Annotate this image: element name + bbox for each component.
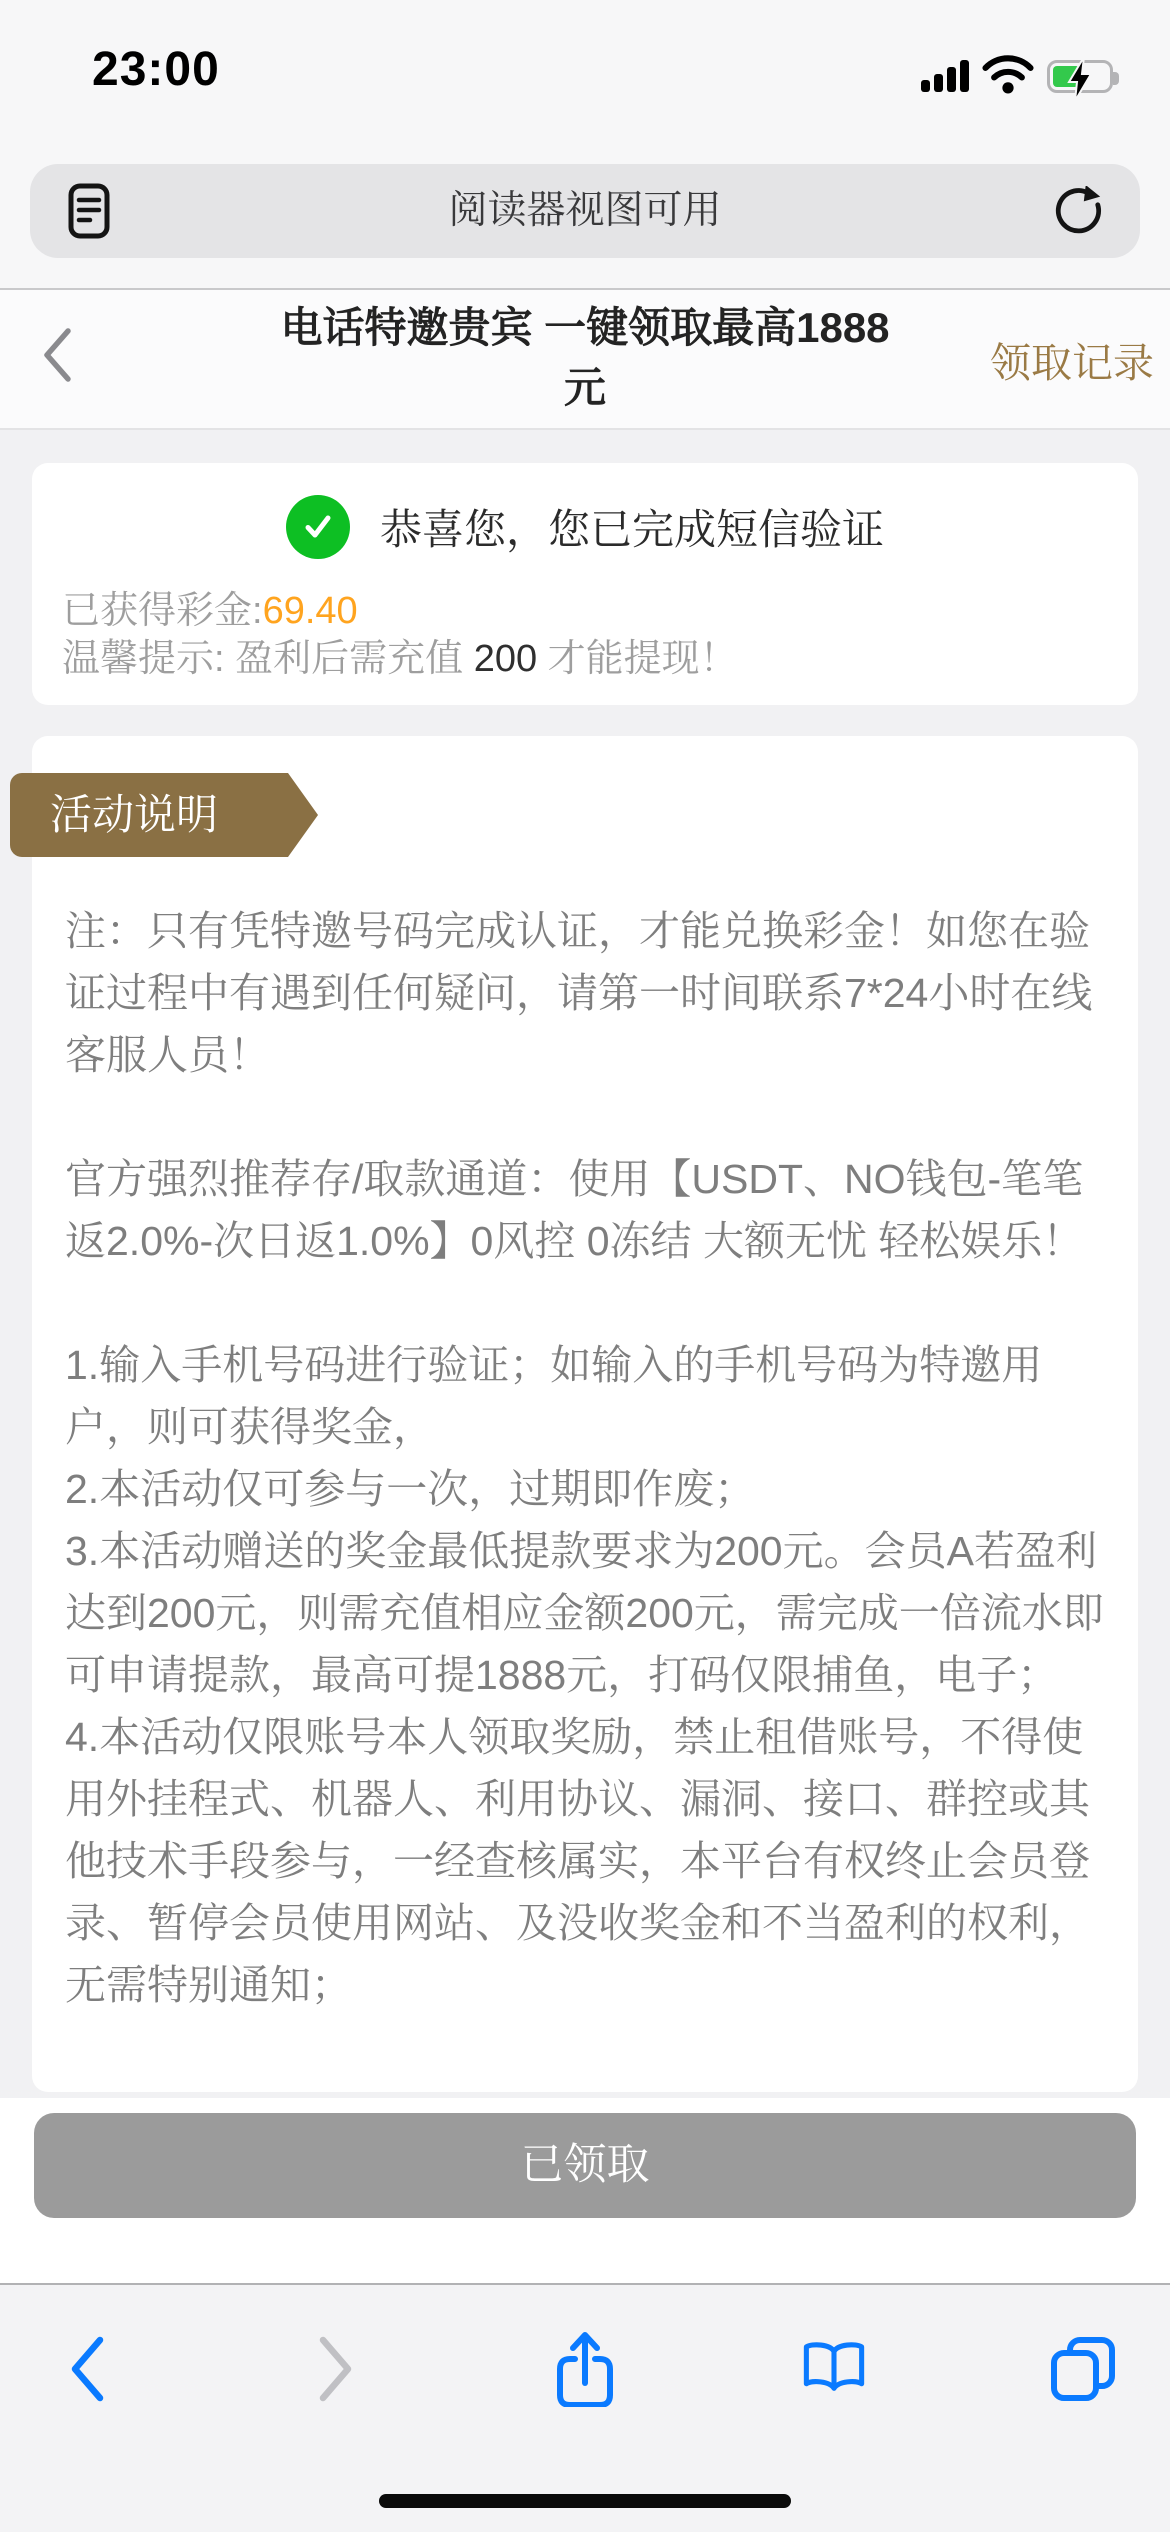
back-button[interactable] xyxy=(40,326,84,392)
forward-icon[interactable] xyxy=(301,2323,371,2415)
clock: 23:00 xyxy=(92,43,220,96)
wifi-icon xyxy=(982,54,1034,99)
result-headline-row xyxy=(32,463,1138,559)
url-bar[interactable] xyxy=(30,164,1140,258)
rule-paragraph: 3.本活动赠送的奖金最低提款要求为200元。会员A若盈利达到200元，则需充值相应金额200元，需完成一倍流水即可申请提款，最高可提1888元，打码仅限捕鱼，电子； xyxy=(65,1528,1104,1698)
claim-history-link[interactable]: 领取记录 xyxy=(990,339,1154,386)
tip-prefix: 温馨提示: 盈利后需充值 xyxy=(62,638,474,680)
reload-icon[interactable] xyxy=(1054,186,1104,241)
tabs-icon[interactable] xyxy=(1048,2323,1118,2415)
cellular-signal-icon xyxy=(921,60,969,92)
verify-success-text: 恭喜您，您已完成短信验证 xyxy=(379,506,884,553)
tip-suffix: 才能提现！ xyxy=(537,638,738,680)
page-header xyxy=(0,290,1170,428)
rule-paragraph: 官方强烈推荐存/取款通道：使用【USDT、NO钱包-笔笔返2.0%-次日返1.0%】0风控 0冻结 大额无忧 轻松娱乐！ xyxy=(65,1156,1084,1264)
page-title: 电话特邀贵宾 一键领取最高1888元 xyxy=(280,304,890,411)
status-icons xyxy=(921,56,1113,96)
url-bar-title: 阅读器视图可用 xyxy=(448,189,722,232)
activity-rules-card xyxy=(32,736,1138,2092)
bookmarks-icon[interactable] xyxy=(799,2323,869,2415)
bonus-label: 已获得彩金: xyxy=(62,590,263,632)
battery-charging-icon xyxy=(1047,60,1113,93)
bonus-value: 69.40 xyxy=(262,590,358,632)
claim-button-bar xyxy=(0,2098,1170,2283)
safari-toolbar xyxy=(0,2285,1170,2532)
rule-paragraph: 1.输入手机号码进行验证；如输入的手机号码为特邀用户，则可获得奖金， xyxy=(65,1342,1043,1450)
activity-ribbon: 活动说明 xyxy=(10,773,288,857)
status-bar-area xyxy=(0,0,1170,289)
back-icon[interactable] xyxy=(52,2323,122,2415)
tip-line xyxy=(62,635,738,683)
toolbar-buttons xyxy=(0,2323,1170,2415)
rule-paragraph: 2.本活动仅可参与一次，过期即作废； xyxy=(65,1466,756,1512)
bonus-line xyxy=(62,587,358,635)
check-circle-icon xyxy=(286,495,350,559)
claimed-button[interactable]: 已领取 xyxy=(34,2113,1136,2218)
activity-rules-text xyxy=(65,900,1105,2016)
sms-verified-card xyxy=(32,463,1138,705)
divider xyxy=(0,428,1170,430)
home-indicator[interactable] xyxy=(379,2494,791,2508)
rule-paragraph: 注：只有凭特邀号码完成认证，才能兑换彩金！如您在验证过程中有遇到任何疑问，请第一时间联系7*24小时在线客服人员！ xyxy=(65,908,1093,1078)
rule-paragraph: 4.本活动仅限账号本人领取奖励，禁止租借账号，不得使用外挂程式、机器人、利用协议、漏洞、接口、群控或其他技术手段参与，一经查核属实，本平台有权终止会员登录、暂停会员使用网站、及没收奖金和不当盈利的权利，无需特别通知； xyxy=(65,1714,1090,2008)
tip-amount: 200 xyxy=(473,638,538,680)
share-icon[interactable] xyxy=(550,2323,620,2415)
